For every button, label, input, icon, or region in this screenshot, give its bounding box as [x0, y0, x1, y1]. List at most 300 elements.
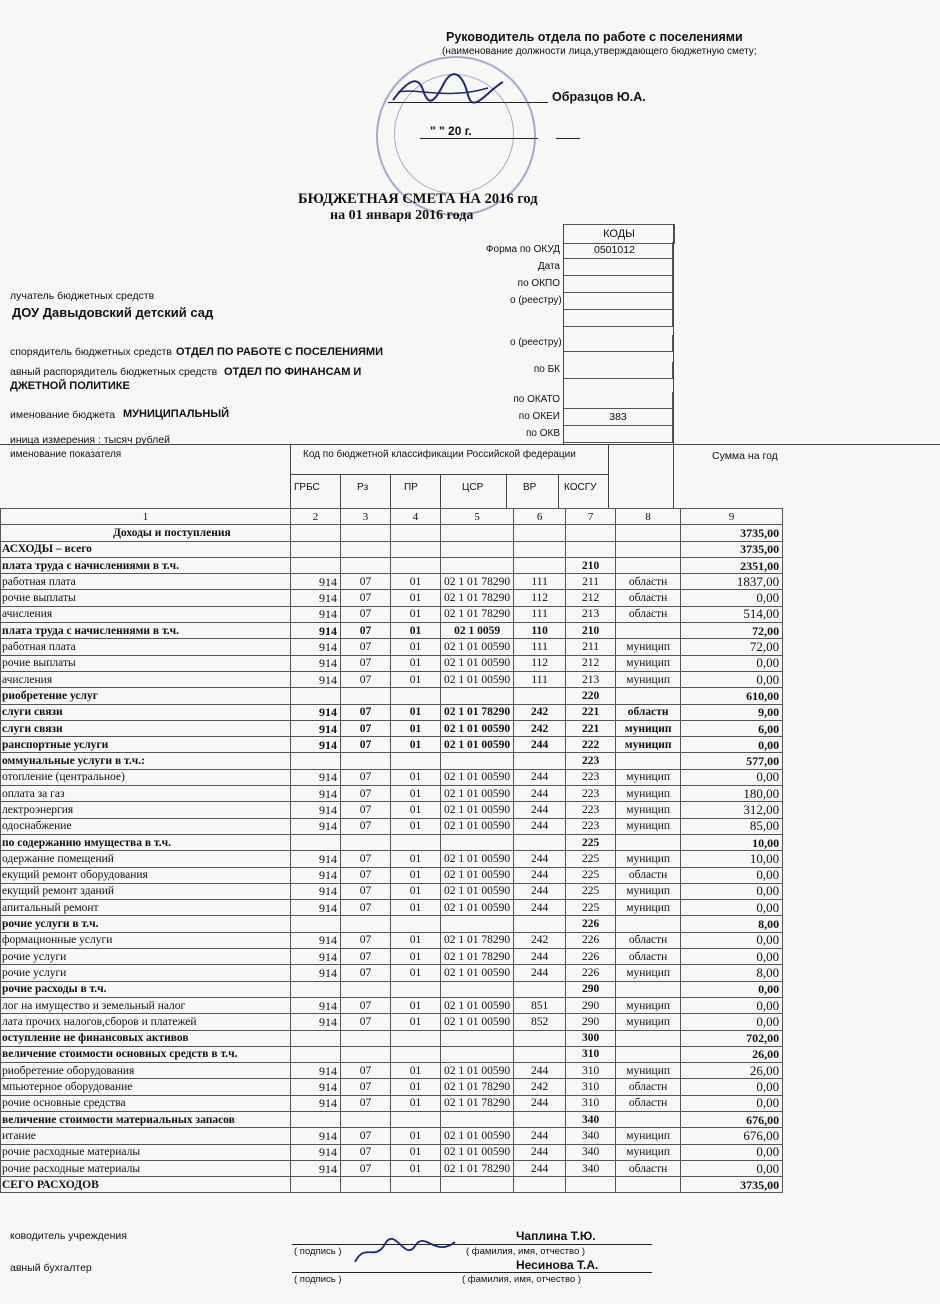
approver-title: Руководитель отдела по работе с поселениями: [446, 30, 743, 44]
table-cell: 514,00: [681, 606, 783, 622]
codes-label: по ОКАТО: [513, 394, 560, 405]
table-cell: [441, 525, 514, 541]
table-cell: 914: [291, 769, 341, 785]
table-cell: 01: [391, 851, 441, 867]
table-cell: 07: [341, 623, 391, 639]
table-cell: [441, 834, 514, 850]
table-cell: 226: [566, 916, 616, 932]
table-row: [1, 769, 783, 785]
approval-date: " " 20 г.: [430, 124, 472, 138]
table-cell: 914: [291, 1063, 341, 1079]
table-cell: 914: [291, 1160, 341, 1176]
table-cell: 225: [566, 834, 616, 850]
table-cell: [616, 525, 681, 541]
table-row: [1, 786, 783, 802]
table-cell: [341, 1046, 391, 1062]
table-cell: 0,00: [681, 981, 783, 997]
table-cell: 210: [566, 557, 616, 573]
approver-subtitle: (наименование должности лица,утверждающего бюджетную смету;: [442, 46, 757, 57]
table-cell: [291, 1030, 341, 1046]
table-cell: [616, 916, 681, 932]
table-cell: 07: [341, 1014, 391, 1030]
table-cell: [341, 525, 391, 541]
table-cell: [341, 1111, 391, 1127]
table-row: [1, 1128, 783, 1144]
table-cell: областн: [616, 1095, 681, 1111]
table-cell: 01: [391, 720, 441, 736]
table-cell: 01: [391, 900, 441, 916]
table-cell: 226: [566, 965, 616, 981]
table-cell: СЕГО РАСХОДОВ: [1, 1177, 291, 1193]
table-cell: 07: [341, 655, 391, 671]
table-cell: 914: [291, 1014, 341, 1030]
table-cell: [441, 916, 514, 932]
table-cell: областн: [616, 574, 681, 590]
table-row: [1, 900, 783, 916]
table-cell: [291, 688, 341, 704]
table-cell: [291, 753, 341, 769]
table-cell: 290: [566, 981, 616, 997]
table-cell: 02 1 01 00590: [441, 997, 514, 1013]
table-cell: [391, 916, 441, 932]
table-cell: одоснабжение: [1, 818, 291, 834]
table-cell: одержание помещений: [1, 851, 291, 867]
codes-value: [563, 276, 673, 293]
column-number: 5: [441, 509, 514, 525]
table-cell: 0,00: [681, 867, 783, 883]
table-cell: 211: [566, 574, 616, 590]
table-cell: 244: [514, 1095, 566, 1111]
table-cell: 01: [391, 1160, 441, 1176]
table-cell: [391, 1177, 441, 1193]
table-row: [1, 541, 783, 557]
table-cell: формационные услуги: [1, 932, 291, 948]
table-row: [1, 802, 783, 818]
table-cell: 02 1 01 78290: [441, 606, 514, 622]
col-code-header: Код по бюджетной классификации Российской федерации: [303, 449, 576, 460]
table-cell: [441, 753, 514, 769]
col-kosgu-header: КОСГУ: [564, 482, 597, 493]
table-cell: 3735,00: [681, 1177, 783, 1193]
table-row: [1, 590, 783, 606]
table-cell: 01: [391, 769, 441, 785]
table-cell: 340: [566, 1128, 616, 1144]
table-cell: [616, 688, 681, 704]
table-cell: 610,00: [681, 688, 783, 704]
table-cell: 01: [391, 786, 441, 802]
recipient-label: лучатель бюджетных средств: [10, 290, 155, 302]
table-cell: [291, 525, 341, 541]
table-row: [1, 704, 783, 720]
table-cell: 07: [341, 1079, 391, 1095]
table-cell: 07: [341, 590, 391, 606]
budget-label: именование бюджета: [10, 409, 116, 421]
table-cell: АСХОДЫ – всего: [1, 541, 291, 557]
table-cell: 01: [391, 704, 441, 720]
table-cell: [514, 834, 566, 850]
table-cell: оплата за газ: [1, 786, 291, 802]
table-cell: 02 1 01 78290: [441, 704, 514, 720]
table-cell: 01: [391, 737, 441, 753]
table-cell: муницип: [616, 818, 681, 834]
table-cell: 07: [341, 1144, 391, 1160]
table-cell: рочие расходные материалы: [1, 1160, 291, 1176]
table-cell: 02 1 01 00590: [441, 786, 514, 802]
table-cell: муницип: [616, 1063, 681, 1079]
table-cell: риобретение услуг: [1, 688, 291, 704]
table-row: [1, 1079, 783, 1095]
table-cell: лектроэнергия: [1, 802, 291, 818]
table-row: [1, 834, 783, 850]
table-cell: плата труда с начислениями в т.ч.: [1, 623, 291, 639]
table-cell: 244: [514, 1128, 566, 1144]
table-cell: 02 1 01 00590: [441, 720, 514, 736]
table-cell: 07: [341, 769, 391, 785]
table-cell: 02 1 0059: [441, 623, 514, 639]
table-cell: 02 1 01 00590: [441, 769, 514, 785]
table-cell: муницип: [616, 1128, 681, 1144]
table-cell: 07: [341, 818, 391, 834]
table-cell: 340: [566, 1144, 616, 1160]
table-cell: 02 1 01 78290: [441, 932, 514, 948]
accountant-label: авный бухгалтер: [10, 1262, 92, 1274]
table-cell: [441, 1030, 514, 1046]
table-cell: [391, 1046, 441, 1062]
table-cell: 02 1 01 78290: [441, 1079, 514, 1095]
table-cell: 0,00: [681, 671, 783, 687]
table-cell: 310: [566, 1095, 616, 1111]
document-subtitle: на 01 января 2016 года: [330, 208, 474, 223]
table-cell: 223: [566, 818, 616, 834]
table-cell: 6,00: [681, 720, 783, 736]
table-cell: 0,00: [681, 949, 783, 965]
table-cell: 213: [566, 671, 616, 687]
table-cell: [391, 541, 441, 557]
codes-label: о (реестру): [510, 337, 562, 348]
accountant-sign-caption: ( подпись ): [294, 1274, 342, 1285]
table-cell: 244: [514, 1063, 566, 1079]
table-cell: 72,00: [681, 623, 783, 639]
codes-header: КОДЫ: [563, 224, 675, 244]
accountant-name: Несинова Т.А.: [516, 1258, 599, 1272]
table-cell: муницип: [616, 786, 681, 802]
table-cell: 220: [566, 688, 616, 704]
col-pr-header: ПР: [404, 482, 418, 493]
table-cell: рочие расходные материалы: [1, 1144, 291, 1160]
table-row: [1, 1030, 783, 1046]
table-cell: 07: [341, 1095, 391, 1111]
table-row: [1, 1063, 783, 1079]
table-cell: 02 1 01 00590: [441, 1063, 514, 1079]
table-row: [1, 753, 783, 769]
table-cell: 07: [341, 949, 391, 965]
table-cell: муницип: [616, 769, 681, 785]
table-cell: [291, 541, 341, 557]
table-cell: муницип: [616, 965, 681, 981]
table-cell: 02 1 01 78290: [441, 1160, 514, 1176]
table-row: [1, 557, 783, 573]
table-cell: [291, 1046, 341, 1062]
codes-label: Форма по ОКУД: [485, 244, 560, 255]
col-csr-header: ЦСР: [462, 482, 484, 493]
table-row: [1, 932, 783, 948]
codes-label: Дата: [537, 261, 560, 272]
table-cell: областн: [616, 949, 681, 965]
table-cell: областн: [616, 606, 681, 622]
table-cell: [441, 1111, 514, 1127]
table-cell: 577,00: [681, 753, 783, 769]
table-cell: 07: [341, 932, 391, 948]
table-cell: 340: [566, 1160, 616, 1176]
table-cell: итание: [1, 1128, 291, 1144]
table-cell: 01: [391, 965, 441, 981]
table-cell: [514, 1046, 566, 1062]
signature-icon: [350, 1232, 460, 1272]
table-cell: 01: [391, 590, 441, 606]
table-cell: ачисления: [1, 671, 291, 687]
table-cell: работная плата: [1, 639, 291, 655]
table-cell: 290: [566, 997, 616, 1013]
codes-value: [563, 293, 673, 310]
table-cell: 914: [291, 1144, 341, 1160]
table-cell: [391, 525, 441, 541]
table-cell: 01: [391, 655, 441, 671]
table-cell: 914: [291, 623, 341, 639]
table-row: [1, 574, 783, 590]
table-row: [1, 1144, 783, 1160]
table-cell: лата прочих налогов,сборов и платежей: [1, 1014, 291, 1030]
table-cell: 3735,00: [681, 525, 783, 541]
table-cell: 242: [514, 704, 566, 720]
table-cell: муницип: [616, 639, 681, 655]
table-row: [1, 997, 783, 1013]
table-cell: 244: [514, 867, 566, 883]
table-row: [1, 1046, 783, 1062]
table-cell: 07: [341, 802, 391, 818]
table-row: [1, 720, 783, 736]
table-cell: 914: [291, 1095, 341, 1111]
table-cell: 244: [514, 1144, 566, 1160]
table-cell: 26,00: [681, 1063, 783, 1079]
table-cell: 01: [391, 932, 441, 948]
table-cell: [341, 557, 391, 573]
table-cell: 914: [291, 900, 341, 916]
table-cell: областн: [616, 1160, 681, 1176]
table-cell: екущий ремонт зданий: [1, 883, 291, 899]
codes-value: [563, 426, 673, 443]
table-cell: 242: [514, 1079, 566, 1095]
table-cell: муницип: [616, 737, 681, 753]
codes-label: по ОКПО: [517, 278, 560, 289]
table-cell: 02 1 01 00590: [441, 655, 514, 671]
table-cell: 225: [566, 867, 616, 883]
column-number: 3: [341, 509, 391, 525]
col-name-header: именование показателя: [10, 449, 122, 460]
column-number: 9: [681, 509, 783, 525]
table-cell: [616, 753, 681, 769]
table-cell: 242: [514, 932, 566, 948]
table-cell: 02 1 01 00590: [441, 639, 514, 655]
table-cell: 914: [291, 851, 341, 867]
table-cell: [291, 981, 341, 997]
document-title: БЮДЖЕТНАЯ СМЕТА НА 2016 год: [298, 191, 538, 207]
table-cell: 914: [291, 639, 341, 655]
table-row: [1, 1111, 783, 1127]
table-cell: [616, 541, 681, 557]
table-cell: 213: [566, 606, 616, 622]
codes-label: по ОКВ: [525, 428, 560, 439]
table-cell: 01: [391, 1095, 441, 1111]
table-cell: 02 1 01 78290: [441, 590, 514, 606]
table-cell: [616, 557, 681, 573]
table-cell: [291, 916, 341, 932]
col-rz-header: Рз: [357, 482, 369, 493]
table-cell: рочие услуги: [1, 949, 291, 965]
table-cell: 01: [391, 1014, 441, 1030]
table-cell: 221: [566, 704, 616, 720]
table-cell: екущий ремонт оборудования: [1, 867, 291, 883]
table-cell: 0,00: [681, 590, 783, 606]
table-cell: 110: [514, 623, 566, 639]
codes-value: [563, 259, 673, 276]
table-cell: 226: [566, 932, 616, 948]
table-cell: плата труда с начислениями в т.ч.: [1, 557, 291, 573]
table-cell: 0,00: [681, 1144, 783, 1160]
table-cell: отопление (центральное): [1, 769, 291, 785]
table-cell: 85,00: [681, 818, 783, 834]
recipient-value: ДОУ Давыдовский детский сад: [12, 305, 214, 320]
table-cell: [341, 1030, 391, 1046]
table-cell: 914: [291, 606, 341, 622]
table-cell: [341, 981, 391, 997]
table-cell: слуги связи: [1, 704, 291, 720]
table-cell: 02 1 01 00590: [441, 737, 514, 753]
table-cell: [566, 525, 616, 541]
table-cell: 223: [566, 802, 616, 818]
accountant-fio-caption: ( фамилия, имя, отчество ): [462, 1274, 582, 1285]
table-cell: работная плата: [1, 574, 291, 590]
table-cell: 312,00: [681, 802, 783, 818]
table-row: [1, 965, 783, 981]
table-cell: 914: [291, 671, 341, 687]
table-cell: 244: [514, 900, 566, 916]
table-cell: 244: [514, 818, 566, 834]
table-cell: 01: [391, 818, 441, 834]
table-cell: 310: [566, 1079, 616, 1095]
table-cell: 02 1 01 00590: [441, 818, 514, 834]
table-cell: муницип: [616, 997, 681, 1013]
table-cell: областн: [616, 1079, 681, 1095]
table-cell: оступление не финансовых активов: [1, 1030, 291, 1046]
table-cell: 0,00: [681, 1095, 783, 1111]
table-cell: оммунальные услуги в т.ч.:: [1, 753, 291, 769]
table-cell: областн: [616, 932, 681, 948]
table-cell: 914: [291, 867, 341, 883]
table-cell: 225: [566, 883, 616, 899]
table-cell: 02 1 01 00590: [441, 851, 514, 867]
table-cell: [391, 981, 441, 997]
table-cell: [291, 834, 341, 850]
table-row: [1, 851, 783, 867]
table-cell: величение стоимости материальных запасов: [1, 1111, 291, 1127]
table-cell: 07: [341, 671, 391, 687]
table-row: [1, 818, 783, 834]
table-cell: 01: [391, 997, 441, 1013]
table-cell: 01: [391, 574, 441, 590]
table-cell: 02 1 01 78290: [441, 1095, 514, 1111]
codes-label: о (реестру): [510, 295, 562, 306]
table-cell: риобретение оборудования: [1, 1063, 291, 1079]
table-cell: 914: [291, 965, 341, 981]
codes-label: по БК: [533, 364, 560, 375]
table-cell: 300: [566, 1030, 616, 1046]
table-cell: [514, 981, 566, 997]
table-cell: Доходы и поступления: [1, 525, 291, 541]
table-row: [1, 1095, 783, 1111]
table-cell: 244: [514, 949, 566, 965]
table-cell: 914: [291, 997, 341, 1013]
table-row: [1, 606, 783, 622]
table-cell: 1837,00: [681, 574, 783, 590]
budget-table: [0, 508, 783, 1193]
table-row: [1, 949, 783, 965]
table-cell: 212: [566, 590, 616, 606]
table-cell: 02 1 01 00590: [441, 900, 514, 916]
table-cell: 914: [291, 883, 341, 899]
table-cell: апитальный ремонт: [1, 900, 291, 916]
table-cell: 8,00: [681, 965, 783, 981]
table-cell: 210: [566, 623, 616, 639]
table-row: [1, 688, 783, 704]
table-cell: ачисления: [1, 606, 291, 622]
table-cell: областн: [616, 704, 681, 720]
table-cell: 225: [566, 900, 616, 916]
table-cell: 0,00: [681, 900, 783, 916]
table-row: [1, 1014, 783, 1030]
table-cell: 851: [514, 997, 566, 1013]
col-grbs-header: ГРБС: [294, 482, 320, 493]
table-cell: 07: [341, 639, 391, 655]
table-row: [1, 1177, 783, 1193]
table-cell: 01: [391, 639, 441, 655]
table-cell: 222: [566, 737, 616, 753]
table-cell: 01: [391, 671, 441, 687]
table-cell: [391, 1030, 441, 1046]
table-cell: 212: [566, 655, 616, 671]
table-cell: 914: [291, 655, 341, 671]
table-row: [1, 737, 783, 753]
chief-manager-label: авный распорядитель бюджетных средств: [10, 366, 218, 378]
table-cell: 07: [341, 997, 391, 1013]
table-cell: 9,00: [681, 704, 783, 720]
table-cell: 02 1 01 00590: [441, 802, 514, 818]
table-cell: [441, 1177, 514, 1193]
signature-icon: [388, 70, 508, 110]
table-cell: 310: [566, 1046, 616, 1062]
table-cell: 07: [341, 574, 391, 590]
table-cell: 07: [341, 1160, 391, 1176]
codes-label: по ОКЕИ: [518, 411, 560, 422]
table-cell: [514, 557, 566, 573]
table-cell: [391, 753, 441, 769]
column-number: 6: [514, 509, 566, 525]
table-cell: муницип: [616, 1144, 681, 1160]
table-cell: 244: [514, 851, 566, 867]
table-cell: 0,00: [681, 1160, 783, 1176]
table-cell: [616, 1046, 681, 1062]
table-cell: 914: [291, 802, 341, 818]
table-cell: муницип: [616, 900, 681, 916]
